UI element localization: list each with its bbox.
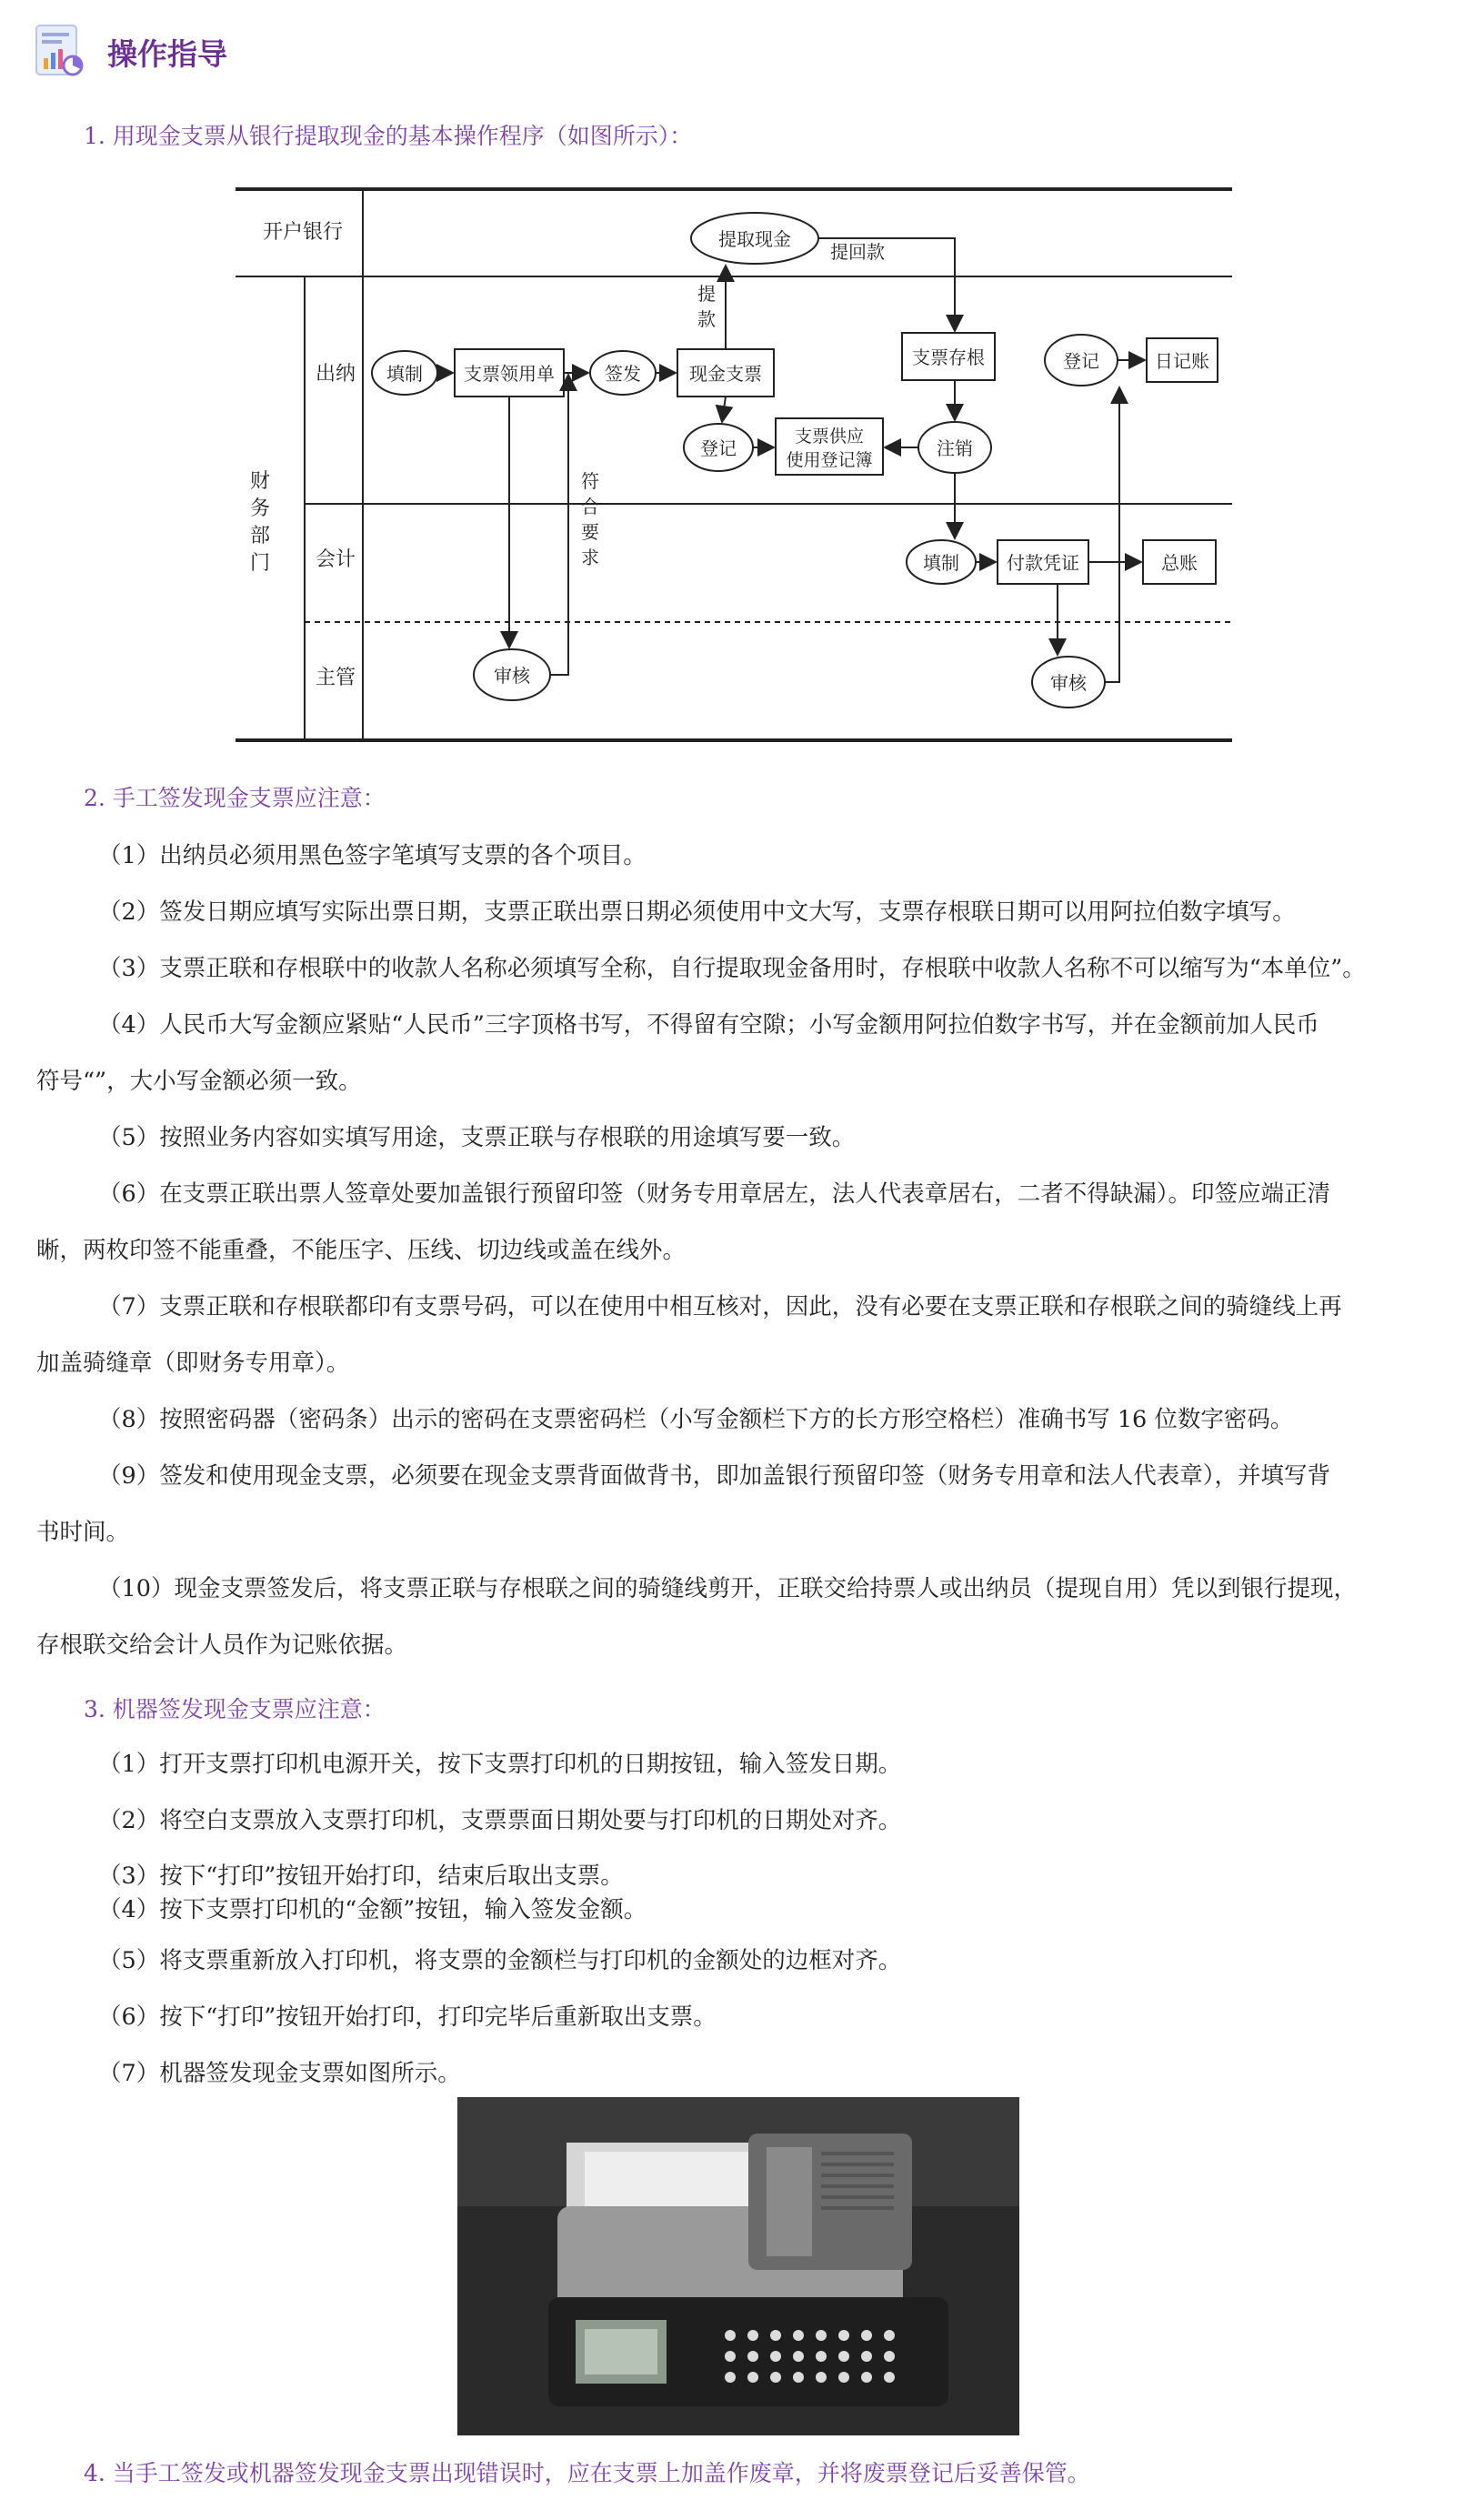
list-item: （3）支票正联和存根联中的收款人名称必须填写全称，自行提取现金备用时，存根联中收款人名称不可以缩写为“本单位”。 [98,955,1366,982]
list-item-cont: 晰，两枚印签不能重叠，不能压字、压线、切边线或盖在线外。 [36,1237,687,1264]
svg-text:要: 要 [581,521,599,543]
node-withdraw: 提取现金 [718,228,791,250]
row-label-bank: 开户银行 [263,221,344,244]
list-item: （2）将空白支票放入支票打印机，支票票面日期处要与打印机的日期处对齐。 [98,1807,902,1834]
list-item: （4）人民币大写金额应紧贴“人民币”三字顶格书写，不得留有空隙；小写金额用阿拉伯数字书写，并在金额前加人民币 [98,1011,1319,1039]
node-ledger: 总账 [1161,552,1198,574]
process-flow-diagram [232,182,1241,750]
svg-text:部: 部 [250,525,271,547]
node-sign: 签发 [605,363,641,385]
list-item: （3）按下“打印”按钮开始打印，结束后取出支票。 [98,1862,624,1890]
list-item-cont: 存根联交给会计人员作为记账依据。 [36,1632,408,1659]
node-review: 审核 [494,665,530,687]
node-review2: 审核 [1050,672,1087,694]
row-label-cashier: 出纳 [316,363,356,386]
chart-report-icon [33,24,87,80]
row-label-finance [250,470,270,575]
svg-text:务: 务 [250,497,271,520]
section2-title: 2. 手工签发现金支票应注意： [84,785,386,811]
row-label-supervisor: 主管 [316,667,356,689]
svg-text:合: 合 [581,496,599,517]
section1-title: 1. 用现金支票从银行提取现金的基本操作程序（如图所示）： [84,123,693,149]
node-register: 登记 [700,437,737,459]
list-item-cont: 加盖骑缝章（即财务专用章）。 [36,1350,350,1377]
svg-text:款: 款 [697,308,716,330]
node-stub: 支票存根 [912,346,985,368]
list-item: （10）现金支票签发后，将支票正联与存根联之间的骑缝线剪开，正联交给持票人或出纳员（提现自用）凭以到银行提现， [98,1575,1357,1602]
svg-text:财: 财 [250,470,271,493]
node-fill: 填制 [386,363,423,385]
section3-title: 3. 机器签发现金支票应注意： [84,1696,386,1722]
node-cancel: 注销 [937,437,973,459]
list-item: （7）支票正联和存根联都印有支票号码，可以在使用中相互核对，因此，没有必要在支票正联和存根联之间的骑缝线上再 [98,1293,1342,1320]
page-header [33,20,227,84]
list-item: （1）出纳员必须用黑色签字笔填写支票的各个项目。 [98,842,647,869]
label-meets-requirements [581,470,599,568]
list-item-cont: 书时间。 [36,1519,130,1546]
section3-content [36,1736,1451,2102]
node-journal: 日记账 [1155,350,1209,372]
node-register2: 登记 [1063,350,1099,372]
row-label-accounting: 会计 [316,548,356,571]
list-item: （1）打开支票打印机电源开关，按下支票打印机的日期按钮，输入签发日期。 [98,1751,902,1778]
list-item: （2）签发日期应填写实际出票日期，支票正联出票日期必须使用中文大写，支票存根联日期可以用阿拉伯数字填写。 [98,899,1296,926]
list-item: （5）将支票重新放入打印机，将支票的金额栏与打印机的金额处的边框对齐。 [98,1947,902,1974]
list-item: （5）按照业务内容如实填写用途，支票正联与存根联的用途填写要一致。 [98,1124,856,1151]
list-item: （6）在支票正联出票人签章处要加盖银行预留印签（财务专用章居左，法人代表章居右，二者不得缺漏）。印签应端正清 [98,1180,1330,1208]
svg-text:符: 符 [581,470,599,492]
list-item-cont: 符号“”，大小写金额必须一致。 [36,1068,362,1095]
node-requisition: 支票领用单 [464,363,555,385]
check-printer-photo [457,2097,1019,2435]
page-title: 操作指导 [107,35,227,72]
node-fill2: 填制 [923,552,959,574]
list-item: （8）按照密码器（密码条）出示的密码在支票密码栏（小写金额栏下方的长方形空格栏）准确书写 16 位数字密码。 [98,1406,1294,1433]
svg-text:使用登记簿: 使用登记簿 [786,450,873,470]
list-item: （7）机器签发现金支票如图所示。 [98,2060,461,2087]
list-item: （4）按下支票打印机的“金额”按钮，输入签发金额。 [98,1896,647,1923]
list-item: （9）签发和使用现金支票，必须要在现金支票背面做背书，即加盖银行预留印签（财务专用章和法人代表章），并填写背 [98,1462,1330,1490]
svg-text:提: 提 [697,283,716,305]
section4-title: 4. 当手工签发或机器签发现金支票出现错误时，应在支票上加盖作废章，并将废票登记后妥善保管。 [84,2460,1090,2486]
svg-text:求: 求 [581,547,599,568]
svg-text:支票供应: 支票供应 [794,427,865,447]
label-withdraw-funds [697,283,716,330]
node-cash-check: 现金支票 [689,363,762,385]
svg-text:门: 门 [250,552,271,575]
list-item: （6）按下“打印”按钮开始打印，打印完毕后重新取出支票。 [98,2003,717,2031]
node-voucher: 付款凭证 [1007,552,1079,574]
section2-content [36,828,1451,1673]
label-bring-back: 提回款 [830,241,885,263]
